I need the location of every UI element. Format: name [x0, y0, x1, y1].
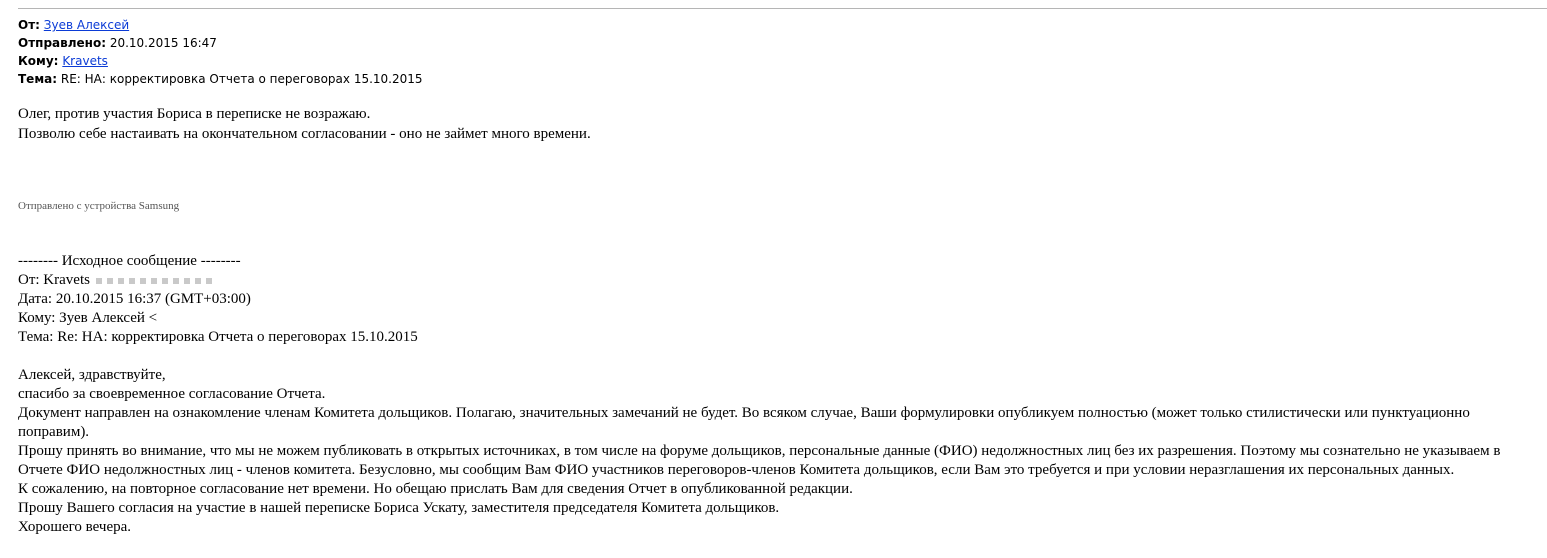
sent-value: 20.10.2015 16:47 [109, 36, 217, 50]
original-paragraph-2: Прошу принять во внимание, что мы не можем публиковать в открытых источниках, в том числе на форуме дольщиков, персональные данные (ФИО) недолжностных лиц без их разрешения. Поэтому мы сознательно не указываем в Отчете ФИО недолжностных лиц - членов комитета. Безусловно, мы сообщим Вам ФИО участников переговоров-членов Комитета дольщиков, если Вам это требуется и при условии неразглашения их персональных данных. [18, 443, 1501, 478]
redacted-email [96, 278, 216, 284]
original-to: Кому: Зуев Алексей < [18, 310, 158, 326]
original-message [18, 252, 1518, 537]
original-paragraph-1: Документ направлен на ознакомление членам Комитета дольщиков. Полагаю, значительных замечаний не будет. Во всяком случае, Ваши формулировки опубликуем полностью (может только стилистически или пунктуационно поправим). [18, 405, 1470, 440]
header-subject [18, 70, 423, 88]
original-from [18, 271, 1518, 290]
original-date: Дата: 20.10.2015 16:37 (GMT+03:00) [18, 291, 251, 307]
device-signature: Отправлено с устройства Samsung [18, 200, 180, 212]
original-closing: Хорошего вечера. [18, 519, 132, 535]
original-paragraph-4: Прошу Вашего согласия на участие в нашей переписке Бориса Ускату, заместителя председателя Комитета дольщиков. [18, 500, 780, 516]
subject-value: RE: НА: корректировка Отчета о переговорах 15.10.2015 [60, 72, 423, 86]
blank-line [18, 347, 1518, 366]
to-recipient-link[interactable]: Kravets [62, 54, 108, 68]
original-paragraph-3: К сожалению, на повторное согласование нет времени. Но обещаю прислать Вам для сведения Отчет в опубликованной редакции. [18, 481, 853, 497]
original-separator: -------- Исходное сообщение -------- [18, 253, 241, 269]
message-header [18, 16, 423, 88]
subject-label: Тема: [18, 72, 58, 86]
header-from [18, 16, 423, 34]
original-greeting: Алексей, здравствуйте, [18, 367, 166, 383]
reply-line-1: Олег, против участия Бориса в переписке не возражаю. [18, 106, 371, 122]
original-subject: Тема: Re: НА: корректировка Отчета о переговорах 15.10.2015 [18, 329, 418, 345]
original-thanks: спасибо за своевременное согласование Отчета. [18, 386, 326, 402]
reply-body [18, 104, 591, 144]
header-divider [18, 8, 1547, 9]
reply-line-2: Позволю себе настаивать на окончательном согласовании - оно не займет много времени. [18, 126, 591, 142]
from-sender-link[interactable]: Зуев Алексей [43, 18, 130, 32]
original-from-text: От: Kravets [18, 272, 90, 288]
sent-label: Отправлено: [18, 36, 106, 50]
header-sent [18, 34, 423, 52]
to-label: Кому: [18, 54, 59, 68]
header-to [18, 52, 423, 70]
from-label: От: [18, 18, 40, 32]
